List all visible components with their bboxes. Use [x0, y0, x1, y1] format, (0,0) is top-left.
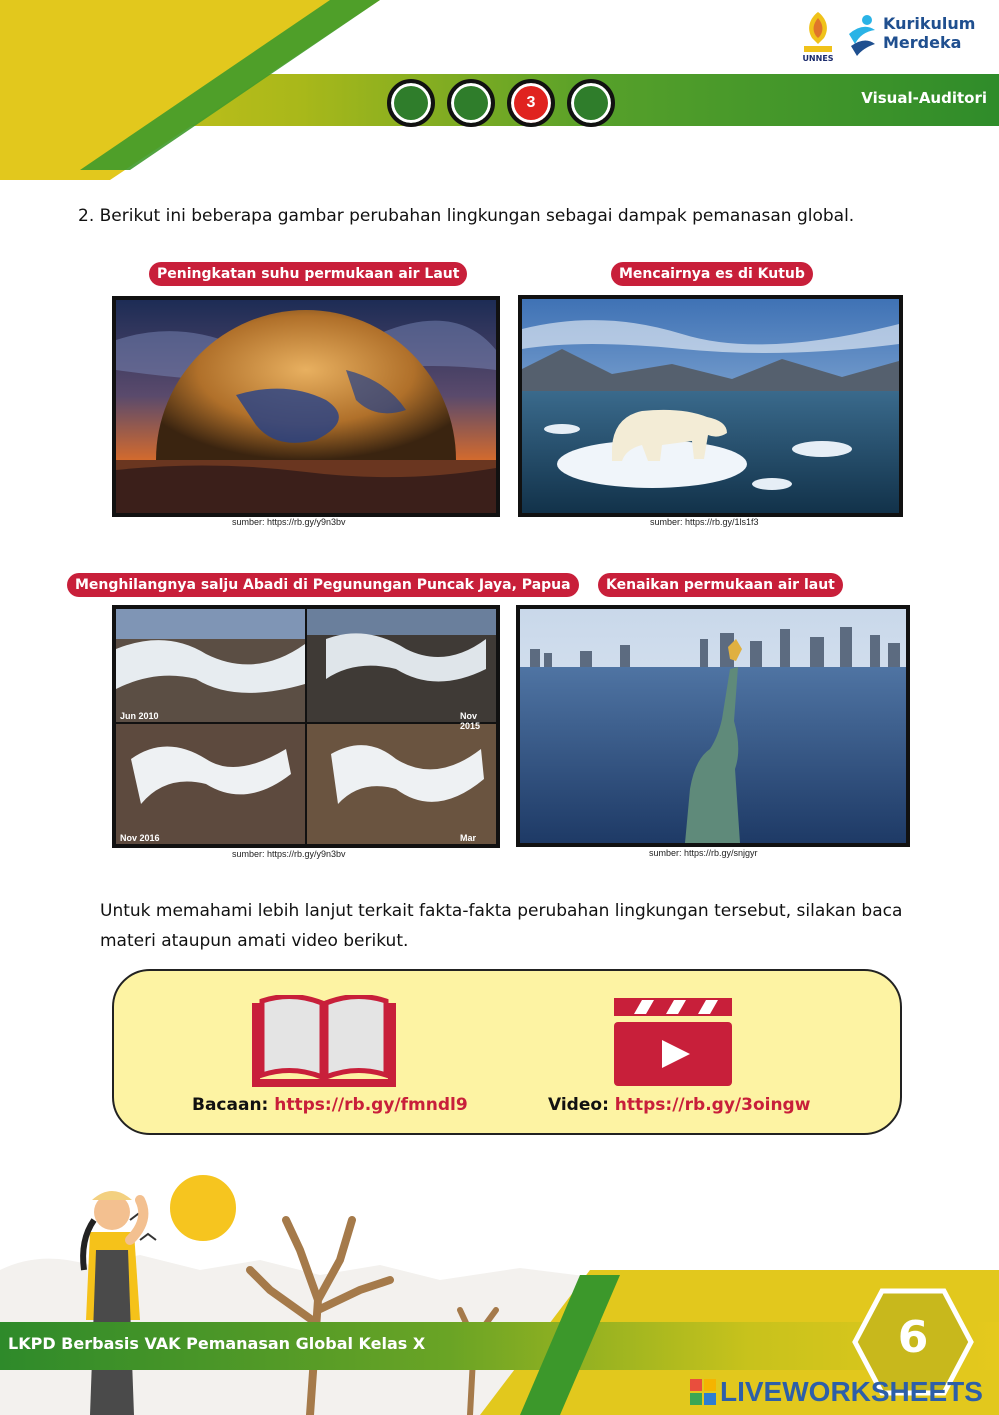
image-3-puncak-jaya-glacier-grid — [112, 605, 500, 848]
glacier-panel-3 — [116, 724, 305, 844]
image-4-title: Kenaikan permukaan air laut — [598, 573, 843, 597]
step-2-indicator[interactable] — [447, 79, 495, 127]
instruction-paragraph: Untuk memahami lebih lanjut terkait fakta-fakta perubahan lingkungan tersebut, silakan baca materi ataupun amati video berikut. — [100, 901, 903, 951]
image-2-title: Mencairnya es di Kutub — [611, 262, 813, 286]
panel-date-1: Jun 2010 — [120, 711, 159, 721]
clapperboard-icon[interactable] — [614, 996, 734, 1086]
unnes-logo-text: UNNES — [802, 54, 834, 62]
liveworksheets-watermark: LIVEWORKSHEETS — [720, 1376, 983, 1407]
step-1-indicator[interactable] — [387, 79, 435, 127]
image-4-statue-of-liberty-flooded — [516, 605, 910, 847]
glacier-panel-4 — [307, 724, 496, 844]
logo-line-2: Merdeka — [883, 33, 962, 52]
video-label: Video: — [548, 1095, 615, 1115]
image-2-source: sumber: https://rb.gy/1ls1f3 — [650, 517, 759, 527]
image-1-source: sumber: https://rb.gy/y9n3bv — [232, 517, 346, 527]
page-number: 6 — [897, 1312, 929, 1363]
reading-label: Bacaan: — [192, 1095, 275, 1115]
image-4-source: sumber: https://rb.gy/snjgyr — [649, 848, 758, 858]
video-resource — [548, 1095, 810, 1115]
learning-mode-label: Visual-Auditori — [861, 89, 987, 107]
glacier-panel-1 — [116, 609, 305, 722]
image-1-globe-in-sea — [112, 296, 500, 517]
video-link[interactable]: https://rb.gy/3oingw — [614, 1095, 811, 1115]
panel-date-2: Nov 2015 — [460, 711, 481, 731]
reading-link[interactable]: https://rb.gy/fmndl9 — [274, 1095, 468, 1115]
question-text: 2. Berikut ini beberapa gambar perubahan lingkungan sebagai dampak pemanasan global. — [78, 206, 855, 226]
unnes-logo — [798, 8, 838, 62]
step-3-indicator[interactable]: 3 — [507, 79, 555, 127]
book-icon[interactable] — [252, 995, 396, 1087]
step-4-indicator[interactable] — [567, 79, 615, 127]
panel-date-3: Nov 2016 — [120, 833, 160, 843]
logo-line-1: Kurikulum — [883, 14, 976, 33]
panel-date-4: Mar 2018 — [460, 833, 481, 848]
image-2-polar-bear-on-ice — [518, 295, 903, 517]
reading-resource — [192, 1095, 468, 1115]
glacier-panel-2 — [307, 609, 496, 722]
image-3-title: Menghilangnya salju Abadi di Pegunungan Puncak Jaya, Papua — [67, 573, 579, 597]
kurikulum-merdeka-logo-text — [883, 14, 975, 52]
image-1-title: Peningkatan suhu permukaan air Laut — [149, 262, 467, 286]
kurikulum-merdeka-logo-icon — [845, 14, 879, 58]
footer-title: LKPD Berbasis VAK Pemanasan Global Kelas X — [8, 1334, 426, 1353]
liveworksheets-logo-icon — [690, 1379, 716, 1405]
image-3-source: sumber: https://rb.gy/y9n3bv — [232, 849, 346, 859]
